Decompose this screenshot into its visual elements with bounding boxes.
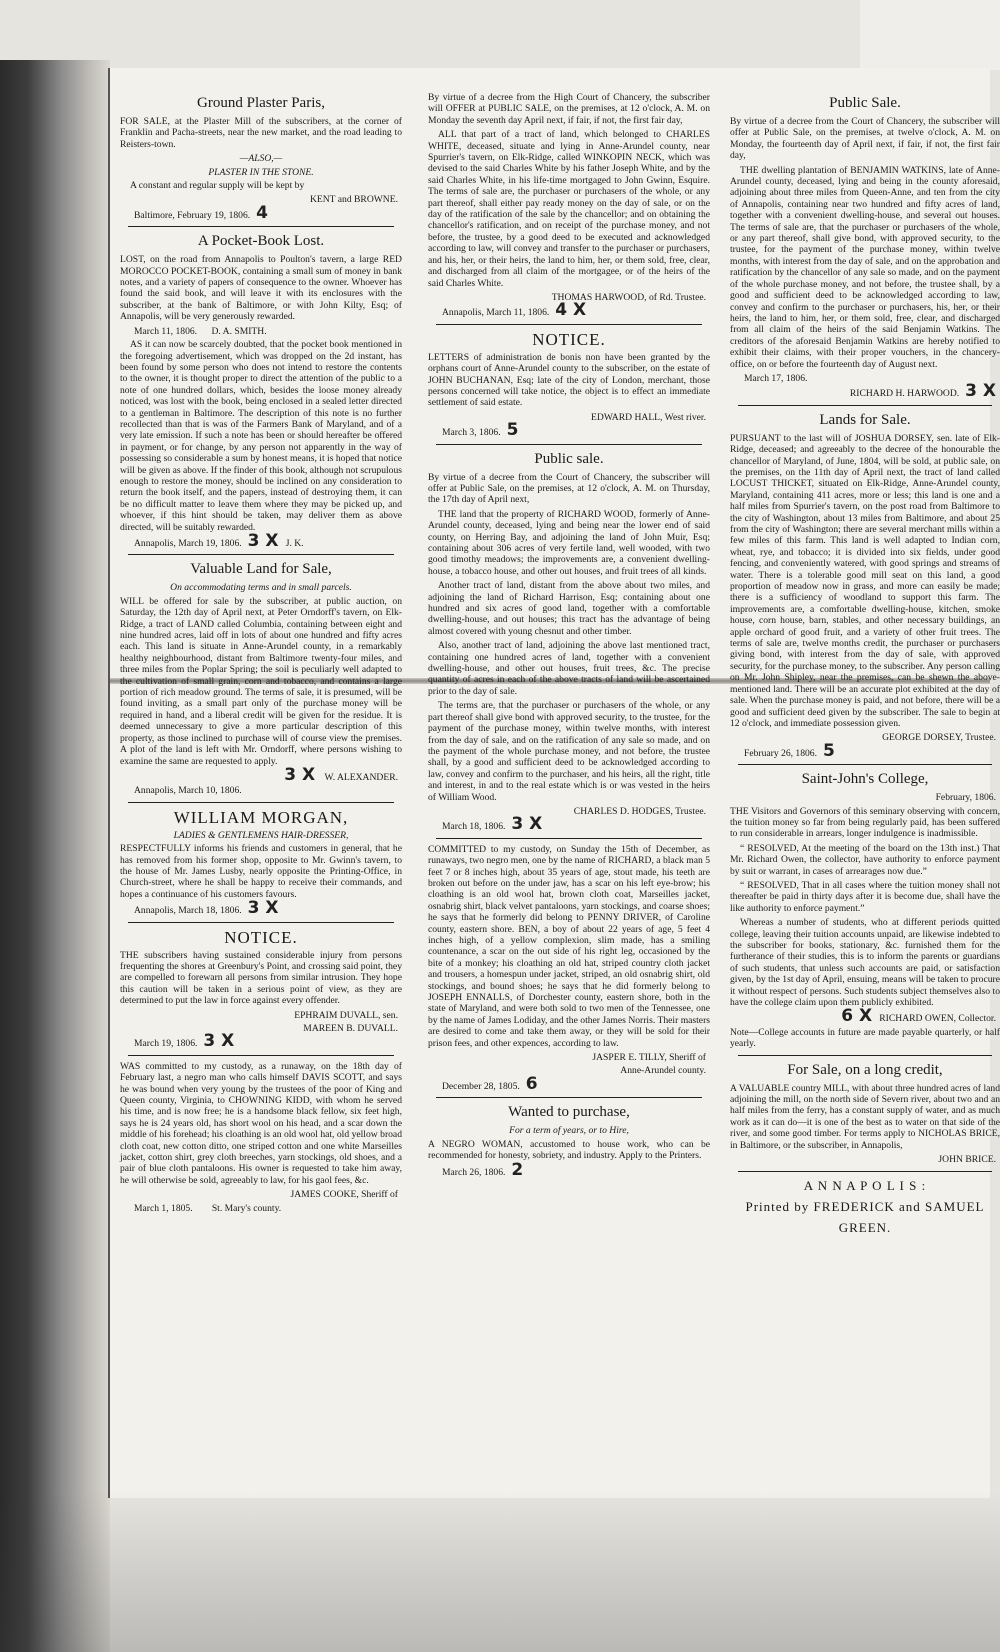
- college-title: Saint-John's College,: [801, 771, 929, 788]
- college-signature-line: [730, 1006, 996, 1027]
- pocket-book-signature-2: J. K.: [285, 538, 304, 549]
- college-body-4: Whereas a number of students, who at different periods quitted college, leaving their tuition accounts unpaid, are likewise indebted to the subscriber for books, stationary, &c. furnished them for the furtherance of their studies, this is to inform the parents or guardians of such students, that unless such accounts are paid, or satisfaction given, by the 1st day of April, ensuing, means will be taken to procure it without respect of persons. Such students subject themselves also to have the college claim upon them publicly exhibited.: [730, 917, 1000, 1009]
- divider: [738, 1055, 992, 1056]
- plaster-title: Ground Plaster Paris,: [197, 95, 325, 111]
- notice-date-col1: March 19, 1806.: [134, 1038, 198, 1050]
- watkins-signature: RICHARD H. HARWOOD.: [849, 388, 960, 400]
- committed-signature-1: JASPER E. TILLY, Sheriff of: [592, 1052, 706, 1064]
- watkins-handwritten-mark: 3 X: [965, 381, 996, 402]
- divider: [128, 554, 394, 555]
- committed-date: December 28, 1805.: [442, 1080, 520, 1092]
- public-sale-signature: CHARLES D. HODGES, Trustee.: [573, 805, 706, 817]
- land-body: WILL be offered for sale by the subscriber, at public auction, on Saturday, the 12th day of April next, at Peter Orndorff's tavern, on Elk-Ridge, a tract of LAND called Columbia, containing between eight and nine hundred acres, laid off in lots of about one hundred and fifty acres each. This land is situate in Anne-Arundel county, in a remarkably healthy neighbourhood, distant from Baltimore twenty-four miles, and three miles from the Poplar Spring; the soil is peculiarly well adapted to the cultivation of small grain, corn and tobacco, and contains a large portion of rich meadow ground. The terms of sale, it is presumed, will be found inviting, as a small part only of the purchase money will be required in hand, and a liberal credit will be given for the residue. It is deemed unnecessary to give a more particular description of this property, as those inclined to purchase will of course view the premises. A plot of the land is left with Mr. Orndorff, where persons wishing to examine the same are requested to apply.: [120, 595, 402, 767]
- mill-signature: JOHN BRICE.: [938, 1154, 996, 1166]
- land-subtitle: On accommodating terms and in small parcels.: [170, 582, 352, 594]
- plaster-stone: PLASTER IN THE STONE.: [208, 166, 314, 178]
- committed-body: COMMITTED to my custody, on Sunday the 15th of December, as runaways, two negro men, one by the name of RICHARD, a black man 5 feet 7 or 8 inches high, about 35 years of age, stout made, his teeth are broken out before on the under jaw, has a scar on his left eye-brow; his cloathing is an old wool hat, brown cloth coat, Marseilles jacket, osnabrig shirt, black velvet pantaloons, yarn stockings, and coarse shoes; he says that he formerly did belong to PENNY DRIVER, of Caroline county, eastern shore. BEN, a boy of about 22 years of age, 5 feet 4 inches high, of a yellow complexion, slim made, has a smiling countenance, a scar on the out side of his right leg, occasioned by the bite of a monkey; his cloathing an old hat, striped country cloth jacket and trousers, a homespun under jacket, striped, an old osnabrig shirt, old stockings, and bound shoes; he says that he did formerly belong to JOSEPH ENNALLS, of Dorchester county, eastern shore, both in the state of Maryland, and were both sold to two men of the Tennessee, one by the name of James Lodiday, and the other James Norris. Their masters are desired to come and take them away, or they will be sold for their prison fees, and other expences, according to law.: [428, 843, 710, 1049]
- public-sale-body-5: The terms are, that the purchaser or purchasers of the whole, or any part thereof shall give bond with approved security, to the trustee, for the payment of the purchase money, within twelve months, with interest from the day of sale, and on the ratification of any sale so made, and on the payment of the whole purchase money, and not before, the trustee shall, by a good and sufficient deed to be acknowledged according to law, convey and confirm to the purchaser, and his heirs, all the right, title and interest, in and to the real estate which is or was vested in the heirs of William Wood.: [428, 700, 710, 803]
- watkins-date: March 17, 1806.: [744, 372, 808, 384]
- public-sale-handwritten-mark: 3 X: [511, 814, 543, 835]
- lands-signature: GEORGE DORSEY, Trustee.: [882, 732, 996, 744]
- lands-date-line: [744, 740, 1000, 761]
- committed-handwritten-mark: 6: [525, 1073, 538, 1094]
- divider: [128, 226, 394, 227]
- college-note: Note—College accounts in future are made payable quarterly, or half yearly.: [730, 1026, 1000, 1050]
- notice-signature-col2: EDWARD HALL, West river.: [591, 411, 706, 423]
- scott-date-line: [134, 1203, 402, 1214]
- divider: [738, 1171, 992, 1172]
- lands-body: PURSUANT to the last will of JOSHUA DORSEY, sen. late of Elk-Ridge, deceased; and agreeably to the decree of the honourable the chancellor of Maryland, of June, 1804, will be sold, at public sale, on the premises, on the 11th day of April next, the tract of land called LOCUST THICKET, situated on Elk-Ridge, Anne-Arundel county, Maryland, containing 411 acres, more or less; this land is one and a half miles from Spurrier's tavern, on the post road from Baltimore to the city of Washington, about 13 miles from Baltimore, and about 25 from the city of Washington; there are several merchant mills within a few miles of this farm. This land is well adapted to Indian corn, wheat, rye, and tobacco; it is divided into six fields, under good fencing, and conveniently watered, with good springs and streams of water. There is a tolerable good mill seat on this land, a good proportion of meadow now in grass, and more can easily be made; there is a sufficiency of woodland to support this farm. The improvements are, a comfortable dwelling-house, kitchen, smoke house, corn house, barn, stables, and other necessary buildings, an apple orchard of good fruit, and a variety of other fruit trees. The terms of sale are, twelve months credit, the purchaser or purchasers giving bond, with interest from the day of sale, with approved security, for the purchase money, to the subscriber. Any person calling on Mr. John Shipley, near the premises, can be shewn the above-mentioned land. There will be an accurate plot exhibited at the day of sale. When the purchase money is paid, and not before, there will be a good and sufficient deed given by the subscriber. The sale to begin at 12 o'clock, and immediate possession given.: [730, 432, 1000, 729]
- pocket-book-body-2: AS it can now be scarcely doubted, that the pocket book mentioned in the foregoing advertisement, which was dropped on the 2d instant, has been found by some person who does not intend to restore the contents to the owner, it is thought proper to direct the attention of the public to a note of one hundred dollars, which, besides the loose money already noticed, was lost with the book, being enclosed in a sealed letter directed to a gentleman in Baltimore. The description of this note is no further recollected than that is was of the Farmers Bank of Maryland, and of a very late emission. If such a note has been or should hereafter be offered in payment, or for change, by any person not apparently in the way of possessing so considerable a sum by honest means, it is hoped that notice will be given as above. If the finder of this book, although not scrupulous enough to restore the money, should be inclined on any consideration to return the book itself, and the papers, instead of destroying them, it can be no difficult matter to leave them where they may be picked up, and whoever, if this hint should be taken, may deliver them as above directed, will be suitably rewarded.: [120, 339, 402, 533]
- imprint-city: A N N A P O L I S :: [803, 1177, 927, 1193]
- pocket-book-date-line-2: [134, 531, 402, 551]
- column-1: [120, 92, 402, 1216]
- notice-title-col2: NOTICE.: [532, 329, 606, 349]
- imprint-printers-2: GREEN.: [838, 1219, 892, 1235]
- morgan-subtitle: LADIES & GENTLEMENS HAIR-DRESSER,: [173, 829, 349, 841]
- pocket-book-signature: D. A. SMITH.: [211, 325, 267, 337]
- divider: [738, 764, 992, 765]
- pocket-book-date: March 11, 1806.: [134, 325, 198, 337]
- land-signature: W. ALEXANDER.: [324, 771, 398, 783]
- public-sale-date-line: [442, 814, 710, 835]
- notice-signature-1: EPHRAIM DUVALL, sen.: [294, 1009, 398, 1021]
- decree-body: By virtue of a decree from the High Court of Chancery, the subscriber will OFFER at PUBLIC SALE, on the premises, at 12 o'clock, A. M. on Monday the seventh day April next, if fair, if not, the first fair day,: [428, 92, 710, 126]
- divider: [436, 444, 702, 445]
- public-sale-body: By virtue of a decree from the Court of Chancery, the subscriber will offer at Public Sale, on the premises, at 12 o'clock, A. M. on Thursday, the 17th day of April next,: [428, 471, 710, 506]
- lands-title: Lands for Sale.: [819, 411, 911, 428]
- lands-handwritten-mark: 5: [823, 740, 835, 761]
- newspaper-page: [108, 68, 1000, 1498]
- scott-county: St. Mary's county.: [211, 1202, 282, 1214]
- decree-date: Annapolis, March 11, 1806.: [442, 307, 550, 319]
- divider: [436, 838, 702, 839]
- college-date: February, 1806.: [935, 792, 996, 804]
- land-title: Valuable Land for Sale,: [190, 561, 332, 578]
- public-sale-body-4: Also, another tract of land, adjoining the above last mentioned tract, containing one hundred acres of land, together with a convenient dwelling-house, and other out houses, fruit trees, &c. The precise quantity of acres in each of the above tracts of land will be ascertained prior to the day of sale.: [428, 640, 710, 697]
- watkins-body-2: THE dwelling plantation of BENJAMIN WATKINS, late of Anne-Arundel county, deceased, lying and being in the county aforesaid, adjoining about three miles from Queen-Anne, and ten from the city of Annapolis, containing near two hundred and fifty acres of land, together with a convenient dwelling-house, and several out houses. The terms of sale are, that the purchaser or purchasers of the whole, or any part thereof, shall give bond, with approved security, to the trustee, for the payment of the purchase money, within twelve months, with interest from the day of sale, and on the approbation and ratification by the chancellor of any sale so made, and on the payment of the whole purchase money, and not before, the trustee shall, by a good and sufficient deed to be acknowledged according to law, convey and confirm to the purchaser or purchasers, his, her, or their heirs, the land to him, her, or them sold, free, clear, and discharged from all claim of the heirs of the said Benjamin Watkins. The creditors of the aforesaid Benjamin Watkins are hereby notified to exhibit their claims, with their proper vouchers, in the chancery-office, on or before the fourteenth day of August next.: [730, 164, 1000, 370]
- land-handwritten-mark: 3 X: [284, 764, 316, 785]
- book-spine: [0, 60, 110, 1652]
- watkins-signature-line: [730, 381, 996, 402]
- public-sale-body-2: THE land that the property of RICHARD WOOD, formerly of Anne-Arundel county, deceased, lying and being near the lower end of said county, on Herring Bay, and adjoining the land of John Muir, Esq; containing about 306 acres of very fertile land, well wooded, with two good timothy meadows; the improvements are, a convenient dwelling-house, a tobacco house, and other out houses, and fruit trees of all kinds.: [428, 508, 710, 577]
- notice-body-col1: THE subscribers having sustained considerable injury from persons frequenting the shores at Greenbury's Point, and crossing said point, they are compelled to forewarn all persons from similar intrusion. They hope this caution will be taken in a serious point of view, as they are determined to put the law in force against every offender.: [120, 949, 402, 1007]
- college-body-2: “ RESOLVED, At the meeting of the board on the 13th inst.) That Mr. Richard Owen, the collector, have authority to enforce payment by suit or warrant, in cases of arrearages now due.”: [730, 842, 1000, 877]
- plaster-handwritten-mark: 4: [256, 202, 269, 223]
- scott-body: WAS committed to my custody, as a runaway, on the 18th day of February last, a negro man who calls himself DAVIS SCOTT, and says he was bound when very young by the trustees of the poor of King and Queen county, Virginia, to CHOWNING KIDD, with whom he served his time, and is now free; he is a handsome black fellow, six feet high, says he is 24 years old, has short wool on his head, and a scar down the middle of his forehead; his cloathing is an old wool hat, old yellow broad cloth coat, new cotton ditto, one striped cotton and one white Marseilles jacket, cotton shirt, grey cloth breeches, yarn stockings, old shoes, and a pair of blue cloth pantaloons. His owner is requested to take him away, he will otherwise be sold, agreeably to law, for his gaol fees, &c.: [120, 1060, 402, 1186]
- column-2: [428, 92, 710, 1180]
- lands-date: February 26, 1806.: [744, 747, 818, 759]
- plaster-signature: KENT and BROWNE.: [309, 194, 398, 206]
- pocket-book-body: LOST, on the road from Annapolis to Poulton's tavern, a large RED MOROCCO POCKET-BOOK, containing a small sum of money in bank notes, and a variety of papers of consequence to the owner. Whoever has found the said book, and will leave it with its enclosures with the subscriber, at the bank of Baltimore, or with John Kilty, Esq; of Annapolis, will be very generously rewarded.: [120, 254, 402, 323]
- divider: [128, 922, 394, 923]
- scott-date: March 1, 1805.: [134, 1202, 193, 1214]
- committed-signature-2: Anne-Arundel county.: [620, 1065, 706, 1077]
- pocket-book-date-line: [134, 326, 402, 337]
- scott-signature: JAMES COOKE, Sheriff of: [290, 1189, 398, 1201]
- pocket-book-date-2: Annapolis, March 19, 1806.: [134, 538, 242, 549]
- decree-body-2: ALL that part of a tract of land, which belonged to CHARLES WHITE, deceased, situate and lying in Anne-Arundel county, near Spurrier's tavern, on Elk-Ridge, called WINKOPIN NECK, which was devised to the said Charles White by his father Joseph White, and by the said Charles White, in his life-time mortgaged to John Gwinn, Esquire. The terms of sale are, the purchaser or purchasers of the whole, or any part thereof, shall either pay ready money on the day of sale, or on the day of the ratification of the sale by the chancellor; and on obtaining the chancellor's ratification, and on receipt of the purchase money, and not before, the trustee, by a good deed to be executed and acknowledged according to law, will convey and transfer to the purchaser or purchasers, and his, her, or their heirs, the land to him, her, or them sold, free, clear, and discharged from all claim of the mortgagee, or of the heirs of the said Charles White.: [428, 129, 710, 289]
- public-sale-date: March 18, 1806.: [442, 821, 506, 833]
- page-corner: [860, 0, 1000, 70]
- wanted-date: March 26, 1806.: [442, 1166, 506, 1178]
- college-body-3: “ RESOLVED, That in all cases where the tuition money shall not thereafter be paid in thirty days after it is become due, shall have the like authority to enforce payment.”: [730, 879, 1000, 914]
- committed-date-line: [442, 1073, 710, 1094]
- page-shadow: [0, 1490, 1000, 1652]
- wanted-title: Wanted to purchase,: [508, 1104, 630, 1121]
- public-sale-body-3: Another tract of land, distant from the above about two miles, and adjoining the land of Richard Harrison, Esq; containing about one hundred and six acres of good land, together with a comfortable dwelling-house, and out houses; this tract has the advantage of being almost covered with young chesnut and other timber.: [428, 580, 710, 637]
- divider: [436, 1097, 702, 1098]
- notice-date-line-col1: [134, 1031, 402, 1052]
- decree-handwritten-mark: 4 X: [555, 300, 587, 321]
- plaster-date-text: Baltimore, February 19, 1806.: [134, 209, 251, 221]
- notice-handwritten-mark-col1: 3 X: [203, 1031, 235, 1052]
- plaster-also: —ALSO,—: [239, 153, 283, 165]
- divider: [128, 802, 394, 803]
- notice-signature-2: MAREEN B. DUVALL.: [303, 1023, 398, 1034]
- divider: [436, 324, 702, 325]
- imprint-printers: Printed by FREDERICK and SAMUEL: [745, 1198, 985, 1214]
- plaster-body: FOR SALE, at the Plaster Mill of the subscribers, at the corner of Franklin and Pacha-streets, near the new market, and the road leading to Reisters-town.: [120, 116, 402, 150]
- plaster-supply: A constant and regular supply will be kept by: [130, 180, 305, 192]
- mill-title: For Sale, on a long credit,: [787, 1061, 943, 1078]
- college-handwritten-mark: 6 X: [841, 1006, 873, 1027]
- decree-signature: THOMAS HARWOOD, of Rd. Trustee.: [551, 291, 706, 303]
- notice-date-col2: March 3, 1806.: [442, 427, 501, 439]
- wanted-date-line: [442, 1159, 710, 1180]
- land-signature-line: [120, 764, 398, 785]
- land-date: Annapolis, March 10, 1806.: [134, 785, 242, 797]
- notice-title-col1: NOTICE.: [224, 927, 298, 947]
- public-sale-title-col2: Public sale.: [534, 450, 604, 467]
- column-3: [730, 92, 1000, 1236]
- wanted-handwritten-mark: 2: [511, 1159, 524, 1180]
- morgan-date-line: [134, 898, 402, 919]
- divider: [128, 1055, 394, 1056]
- pocket-book-title: A Pocket-Book Lost.: [197, 233, 325, 250]
- mill-body: A VALUABLE country MILL, with about three hundred acres of land adjoining the mill, on the north side of Severn river, about two and an half miles from the ferry, has a constant supply of water, and as much work as it can do—it is one of the best as to water on that side of the river, and some good timber. For terms apply to NICHOLAS BRICE, in Baltimore, or the subscriber, in Annapolis,: [730, 1082, 1000, 1151]
- morgan-date: Annapolis, March 18, 1806.: [134, 905, 242, 917]
- decree-date-line: [442, 300, 710, 321]
- wanted-body: A NEGRO WOMAN, accustomed to house work, who can be recommended for honesty, sobriety, and industry. Apply to the Printers.: [428, 1138, 710, 1162]
- morgan-handwritten-mark: 3 X: [247, 898, 279, 919]
- notice-body-col2: LETTERS of administration de bonis non have been granted by the orphans court of Anne-Arundel county to the subscriber, on the estate of JOHN BUCHANAN, Esq; late of the city of London, merchant, those persons concerned will take notice, the object is to effect an immediate settlement of said estate.: [428, 351, 710, 409]
- plaster-date: [134, 202, 402, 223]
- watkins-body: By virtue of a decree from the Court of Chancery, the subscriber will offer at Public Sale, on the premises, at twelve o'clock, A. M. on Monday, the fourteenth day of April next, if fair, if not, the first fair day,: [730, 116, 1000, 162]
- college-body: THE Visitors and Governors of this seminary observing with concern, the tuition money so far from being regularly paid, has been suffered to run considerable in arrears, longer indulgence is inadmissible.: [730, 805, 1000, 840]
- notice-date-line-col2: [442, 420, 710, 441]
- wanted-subtitle: For a term of years, or to Hire,: [509, 1125, 629, 1137]
- notice-handwritten-mark-col2: 5: [506, 420, 519, 441]
- morgan-body: RESPECTFULLY informs his friends and customers in general, that he has removed from his former shop, opposite to Mr. Gwinn's tavern, to the house of Mr. James Lusby, nearly opposite the Printing-Office, in Church-street, where he shall be happy to receive their commands, and hopes a continuance of his customers favours.: [120, 843, 402, 900]
- pocket-book-handwritten-mark: 3 X: [247, 531, 279, 551]
- divider: [738, 405, 992, 406]
- morgan-title: WILLIAM MORGAN,: [173, 807, 349, 827]
- college-signature: RICHARD OWEN, Collector.: [879, 1013, 996, 1025]
- public-sale-title-col3: Public Sale.: [829, 95, 901, 111]
